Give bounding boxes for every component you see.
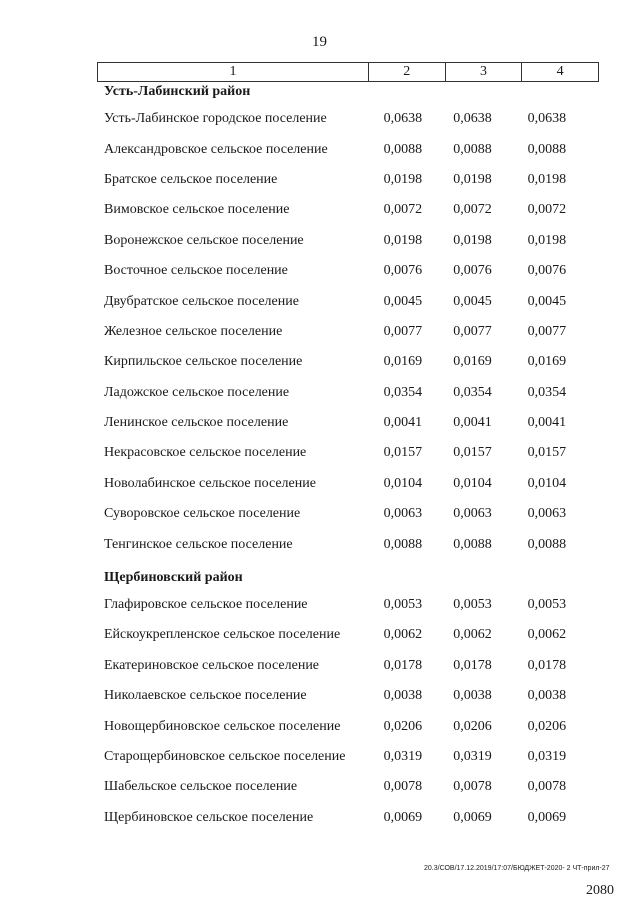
value-col-3: 0,0198 [453,171,492,187]
value-col-4: 0,0078 [527,779,567,795]
value-col-2: 0,0045 [383,293,423,309]
value-col-2: 0,0198 [383,171,423,187]
document-number: 2080 [586,883,614,898]
table-row [104,286,604,316]
table-row [104,438,604,468]
settlement-name: Восточное сельское поселение [104,263,288,279]
value-col-2: 0,0078 [383,779,423,795]
value-col-2: 0,0069 [383,809,423,825]
table-header [97,62,599,82]
value-col-4: 0,0053 [527,597,567,613]
section-gap [104,560,604,568]
table-row [104,469,604,499]
value-col-4: 0,0319 [527,749,567,764]
table-row [104,620,604,650]
value-col-3: 0,0063 [453,506,492,522]
value-col-2: 0,0198 [383,232,423,248]
settlement-name: Екатериновское сельское поселение [104,657,320,673]
table-row [104,226,604,256]
value-col-4: 0,0069 [527,809,567,825]
value-col-2: 0,0169 [383,354,423,370]
settlement-name: Глафировское сельское поселение [104,597,308,613]
value-col-2: 0,0157 [383,445,423,461]
value-col-2: 0,0038 [383,688,423,704]
value-col-3: 0,0104 [453,475,492,491]
table-body [104,82,604,833]
value-col-3: 0,0088 [453,141,492,157]
settlement-name: Железное сельское поселение [104,323,283,339]
table-row [104,529,604,559]
value-col-4: 0,0169 [527,354,567,370]
value-col-4: 0,0088 [527,141,567,157]
value-col-4: 0,0157 [527,445,567,461]
value-col-4: 0,0076 [527,263,567,279]
table-row [104,711,604,741]
header-col-2: 2 [369,63,446,81]
value-col-2: 0,0053 [383,597,423,613]
table-row [104,590,604,620]
value-col-3: 0,0319 [453,749,492,764]
value-col-2: 0,0063 [383,506,423,522]
value-col-4: 0,0198 [527,232,567,248]
value-col-3: 0,0638 [453,111,492,127]
value-col-2: 0,0319 [383,749,423,764]
value-col-4: 0,0077 [527,323,567,339]
table-row [104,742,604,772]
table-row [104,195,604,225]
table-row [104,378,604,408]
settlement-name: Ленинское сельское поселение [104,415,289,431]
value-col-4: 0,0104 [527,475,567,491]
table-row [104,347,604,377]
value-col-3: 0,0076 [453,263,492,279]
value-col-4: 0,0198 [527,171,567,187]
settlement-name: Воронежское сельское поселение [104,232,304,248]
settlement-name: Новолабинское сельское поселение [104,475,316,491]
settlement-name: Ладожское сельское поселение [104,384,290,400]
value-col-2: 0,0354 [383,384,423,400]
document-code: 20.3/СОВ/17.12.2019/17:07/БЮДЖЕТ-2020- 2 ЧТ-прил-27 [424,865,610,872]
value-col-4: 0,0063 [527,506,567,522]
value-col-2: 0,0178 [383,657,423,673]
value-col-3: 0,0053 [453,597,492,613]
table-row [104,651,604,681]
value-col-3: 0,0078 [453,779,492,795]
settlement-name: Братское сельское поселение [104,171,278,187]
value-col-4: 0,0041 [527,415,567,431]
value-col-3: 0,0169 [453,354,492,370]
table-row [104,317,604,347]
value-col-2: 0,0638 [383,111,423,127]
settlement-name: Двубратское сельское поселение [104,293,299,309]
settlement-name: Суворовское сельское поселение [104,506,301,522]
section-title: Усть-Лабинский район [104,84,251,99]
value-col-3: 0,0077 [453,323,492,339]
settlement-name: Щербиновское сельское поселение [104,809,314,825]
settlement-name: Ейскоукрепленское сельское поселение [104,627,341,643]
value-col-2: 0,0041 [383,415,423,431]
settlement-name: Старощербиновское сельское поселение [104,749,346,764]
value-col-4: 0,0088 [527,536,567,552]
table-row [104,499,604,529]
value-col-2: 0,0062 [383,627,423,643]
settlement-name: Кирпильское сельское поселение [104,354,303,370]
settlement-name: Шабельское сельское поселение [104,779,298,795]
table-row [104,104,604,134]
settlement-name: Некрасовское сельское поселение [104,445,307,461]
page-number: 19 [312,34,327,50]
table-row [104,165,604,195]
value-col-3: 0,0041 [453,415,492,431]
settlement-name: Тенгинское сельское поселение [104,536,293,552]
value-col-4: 0,0638 [527,111,567,127]
value-col-4: 0,0354 [527,384,567,400]
table-row [104,408,604,438]
settlement-name: Александровское сельское поселение [104,141,328,157]
value-col-4: 0,0072 [527,202,567,218]
header-col-4: 4 [556,64,564,79]
value-col-3: 0,0062 [453,627,492,643]
header-col-3: 3 [446,63,523,81]
value-col-2: 0,0206 [383,718,423,734]
settlement-name: Николаевское сельское поселение [104,688,307,704]
value-col-4: 0,0062 [527,627,567,643]
table-row [104,681,604,711]
value-col-3: 0,0045 [453,293,492,309]
value-col-3: 0,0069 [453,809,492,825]
value-col-3: 0,0038 [453,688,492,704]
table-row [104,256,604,286]
value-col-3: 0,0178 [453,657,492,673]
value-col-2: 0,0088 [383,536,423,552]
value-col-4: 0,0038 [527,688,567,704]
value-col-3: 0,0088 [453,536,492,552]
value-col-3: 0,0198 [453,232,492,248]
value-col-2: 0,0076 [383,263,423,279]
value-col-4: 0,0206 [527,718,567,734]
table-row [104,772,604,802]
value-col-4: 0,0178 [527,657,567,673]
value-col-3: 0,0072 [453,202,492,218]
header-col-1: 1 [98,63,369,81]
settlement-name: Вимовское сельское поселение [104,202,290,218]
value-col-3: 0,0206 [453,718,492,734]
table-row [104,803,604,833]
value-col-2: 0,0077 [383,323,423,339]
table-row [104,134,604,164]
value-col-4: 0,0045 [527,293,567,309]
settlement-name: Усть-Лабинское городское поселение [104,111,327,127]
settlement-name: Новощербиновское сельское поселение [104,718,341,734]
value-col-2: 0,0104 [383,475,423,491]
value-col-3: 0,0157 [453,445,492,461]
value-col-3: 0,0354 [453,384,492,400]
section-title: Щербиновский район [104,569,243,585]
value-col-2: 0,0088 [383,141,423,157]
value-col-2: 0,0072 [383,202,423,218]
